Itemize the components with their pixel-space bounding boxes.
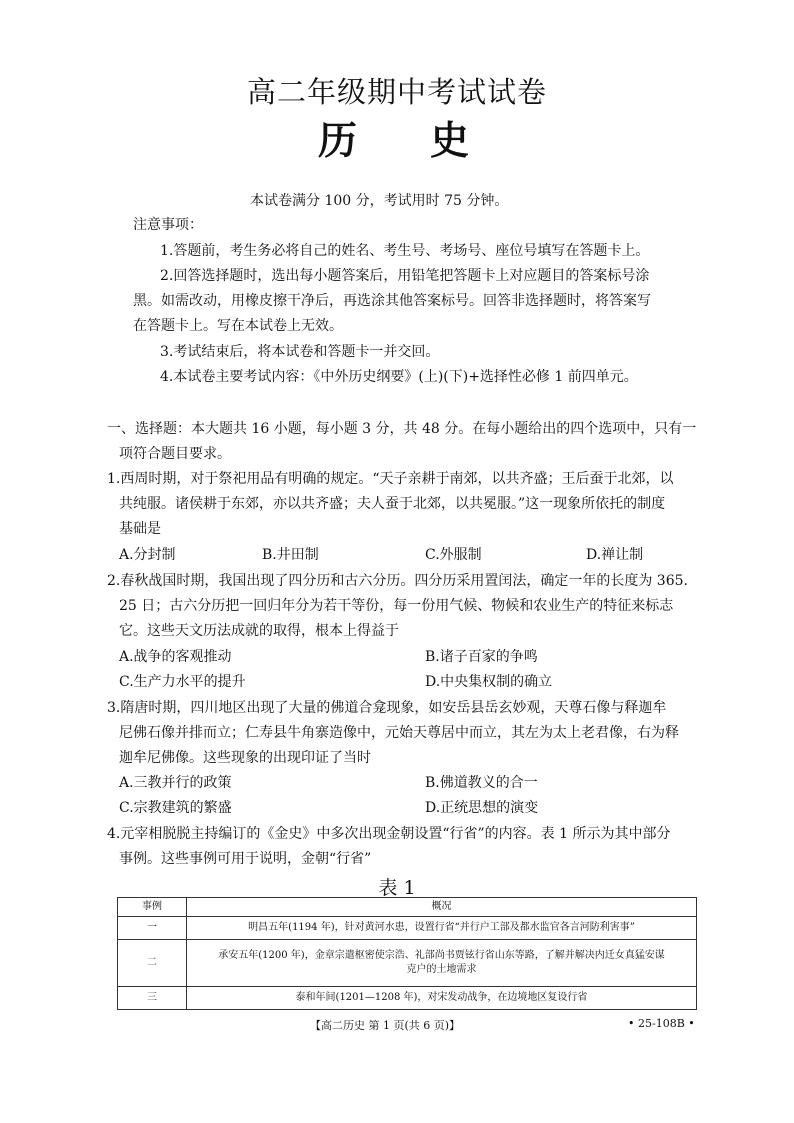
q3-stem-1: 3.隋唐时期，四川地区出现了大量的佛道合龛现象，如安岳县岳玄妙观，天尊石像与释迦牟: [107, 700, 667, 716]
q3-option-c: C.宗教建筑的繁盛: [119, 800, 232, 816]
q2-stem-2: 25 日；古六分历把一回归年分为若干等份，每一份用气候、物候和农业生产的特征来标志: [119, 598, 674, 614]
notice-title: 注意事项：: [133, 217, 203, 233]
notice-4: 4.本试卷主要考试内容：《中外历史纲要》(上)(下)+选择性必修 1 前四单元。: [160, 369, 638, 385]
q3-option-d: D.正统思想的演变: [425, 800, 539, 816]
table-cell-id: 三: [118, 987, 187, 1010]
subject-title: [0, 110, 794, 164]
q1-stem-2: 共纯服。诸侯耕于东郊，亦以共齐盛；夫人蚕于北郊，以共冕服。”这一现象所依托的制度: [119, 496, 666, 512]
table-header-row: [118, 898, 697, 917]
table-cell-desc: 泰和年间(1201—1208 年)，对宋发动战争，在边境地区复设行省: [187, 987, 697, 1010]
q1-stem-3: 基础是: [119, 521, 161, 537]
q2-option-b: B.诸子百家的争鸣: [425, 649, 538, 665]
footer-page-number: 【高二历史 第 1 页(共 6 页)】: [310, 1019, 461, 1032]
table-cell-id: 一: [118, 917, 187, 940]
notice-2-line-3: 在答题卡上。写在本试卷上无效。: [133, 318, 343, 334]
score-line: 本试卷满分 100 分，考试用时 75 分钟。: [250, 193, 509, 209]
notice-1: 1.答题前，考生务必将自己的姓名、考生号、考场号、座位号填写在答题卡上。: [160, 243, 650, 259]
q3-option-b: B.佛道教义的合一: [425, 775, 538, 791]
table-cell-desc: 承安五年(1200 年)，金章宗遣枢密使宗浩、礼部尚书贾铉行省山东等路，了解并解决内迁女真猛安谋克户的土地需求: [187, 940, 697, 987]
exam-title: 高二年级期中考试试卷: [246, 75, 547, 109]
table-cell-id: 二: [118, 940, 187, 987]
section-1-line-2: 项符合题目要求。: [119, 446, 231, 462]
q1-option-c: C.外服制: [425, 547, 482, 563]
q3-stem-2: 尼佛石像并排而立；仁寿县牛角寨造像中，元始天尊居中而立，其左为太上老君像，右为释: [119, 725, 679, 741]
q2-option-c: C.生产力水平的提升: [119, 674, 246, 690]
q1-option-a: A.分封制: [119, 547, 176, 563]
table-1: [117, 897, 697, 1010]
q3-option-a: A.三教并行的政策: [119, 775, 232, 791]
footer-code: • 25-108B •: [628, 1017, 695, 1030]
section-1-line-1: 一、选择题：本大题共 16 小题，每小题 3 分，共 48 分。在每小题给出的四个选项中，只有一: [107, 421, 697, 437]
q4-stem-2: 事例。这些事例可用于说明，金朝“行省”: [119, 851, 372, 867]
table-row: [118, 917, 697, 940]
q3-stem-3: 迦牟尼佛像。这些现象的出现印证了当时: [119, 750, 371, 766]
q1-option-b: B.井田制: [262, 547, 319, 563]
table-header-cell: 概况: [187, 898, 697, 917]
q2-option-a: A.战争的客观推动: [119, 649, 232, 665]
subject-char-1: 历: [318, 118, 358, 164]
table-row: [118, 987, 697, 1010]
notice-3: 3.考试结束后，将本试卷和答题卡一并交回。: [160, 344, 440, 360]
table-cell-desc: 明昌五年(1194 年)，针对黄河水患，设置行省“并行户工部及都水监官各言河防利害事”: [187, 917, 697, 940]
q1-option-d: D.禅让制: [586, 547, 644, 563]
table-1-title: 表 1: [378, 877, 416, 899]
q4-stem-1: 4.元宰相脱脱主持编订的《金史》中多次出现金朝设置“行省”的内容。表 1 所示为其中部分: [107, 826, 671, 842]
q1-stem-1: 1.西周时期，对于祭祀用品有明确的规定。“天子亲耕于南郊，以共齐盛；王后蚕于北郊，以: [107, 471, 674, 487]
notice-2-line-2: 黑。如需改动，用橡皮擦干净后，再选涂其他答案标号。回答非选择题时，将答案写: [133, 293, 651, 309]
q2-stem-1: 2.春秋战国时期，我国出现了四分历和古六分历。四分历采用置闰法，确定一年的长度为 365.: [107, 573, 688, 589]
q2-option-d: D.中央集权制的确立: [425, 674, 553, 690]
q2-stem-3: 它。这些天文历法成就的取得，根本上得益于: [119, 623, 399, 639]
table-row: [118, 940, 697, 987]
table-header-cell: 事例: [118, 898, 187, 917]
notice-2-line-1: 2.回答选择题时，选出每小题答案后，用铅笔把答题卡上对应题目的答案标号涂: [160, 268, 650, 284]
subject-char-2: 史: [430, 118, 470, 164]
